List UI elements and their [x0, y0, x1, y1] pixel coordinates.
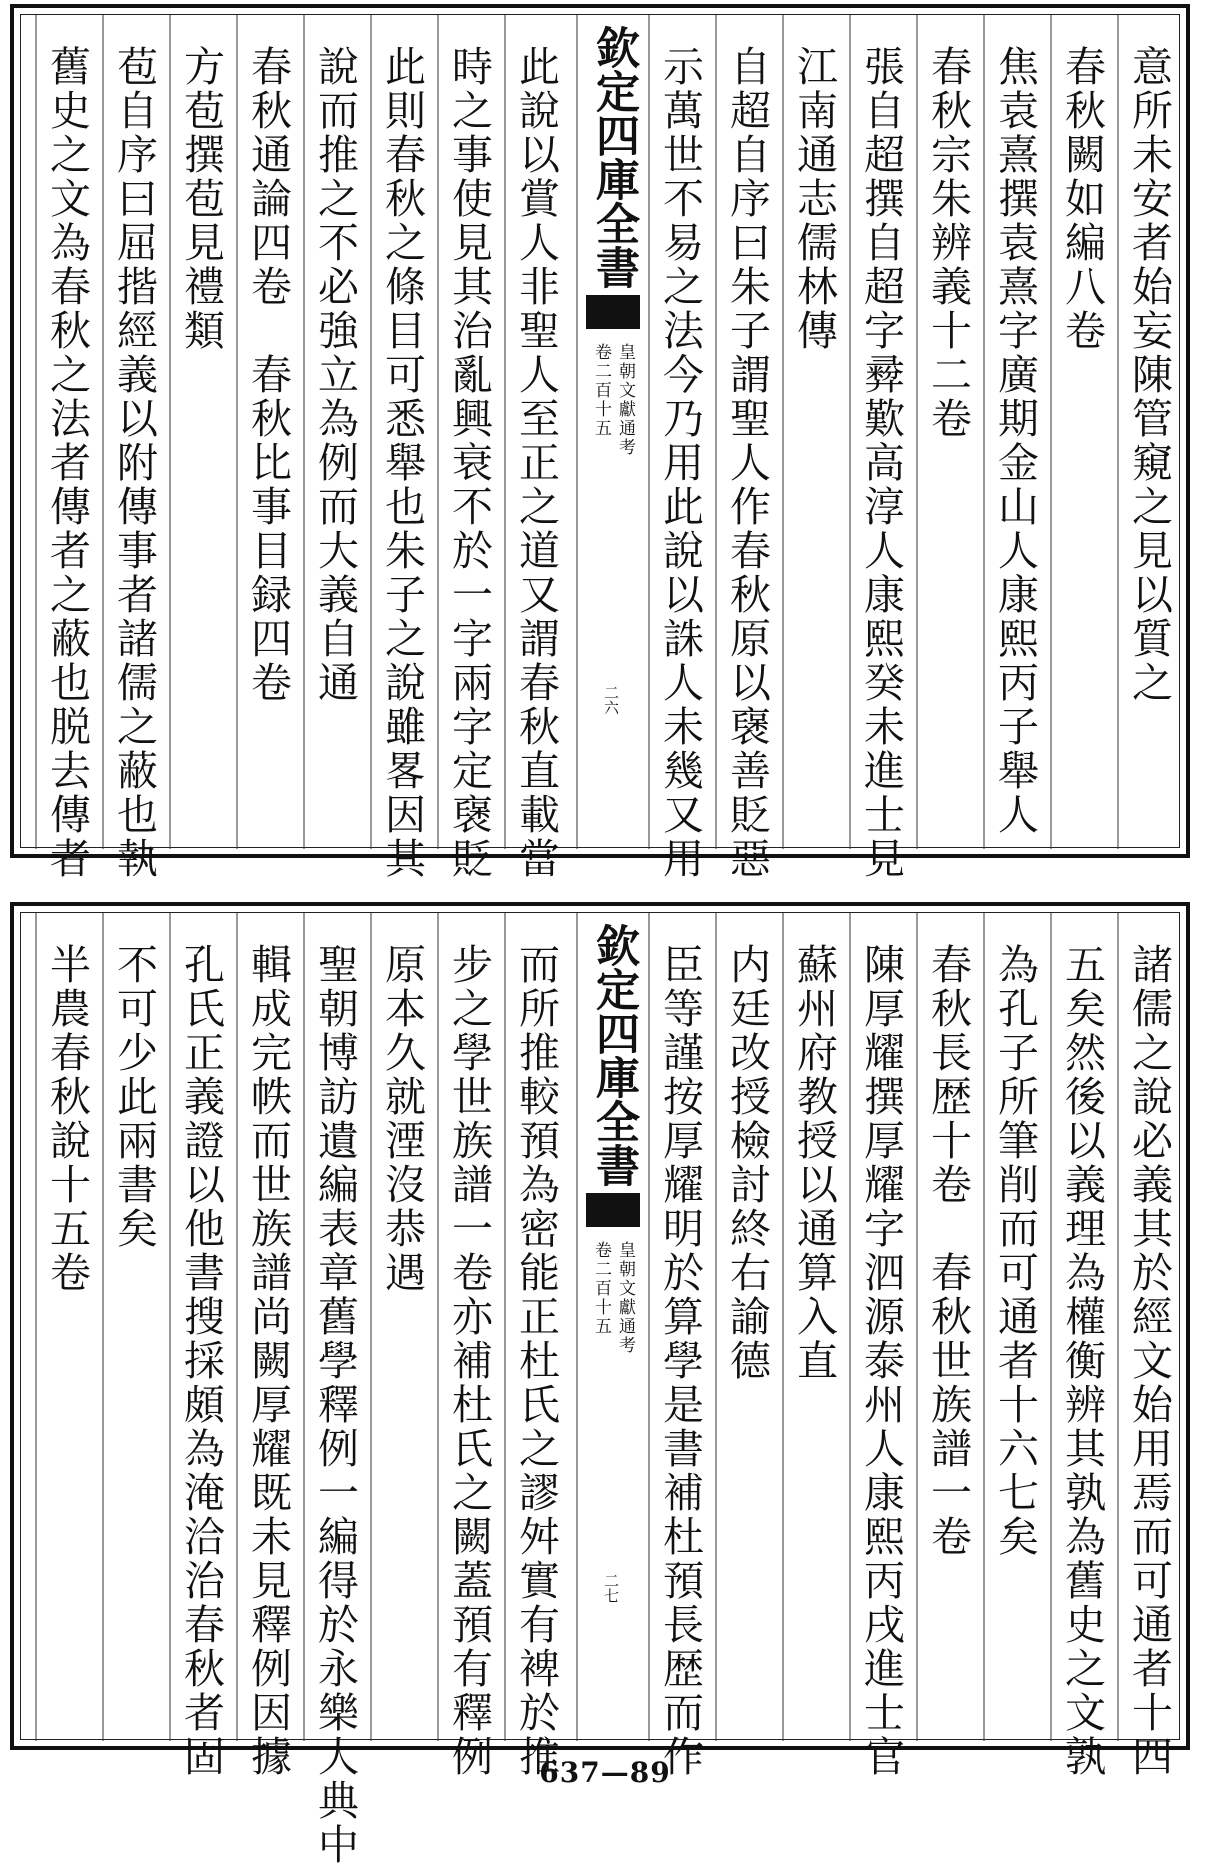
text-column — [506, 943, 566, 1779]
center-gutter — [577, 913, 649, 1739]
column-text: 步之學世族譜一卷亦補杜氏之闕蓋預有釋例 — [445, 943, 493, 1779]
text-column — [918, 45, 978, 441]
book-title: 欽定四庫全書 — [588, 923, 639, 1187]
text-column — [650, 943, 710, 1779]
column-text: 蘇州府教授以通算入直 — [790, 943, 838, 1383]
text-column — [918, 943, 978, 1559]
column-text: 春秋長歴十卷 春秋世族譜一卷 — [924, 943, 972, 1559]
text-column — [1052, 943, 1112, 1779]
text-column — [372, 45, 432, 881]
page-footer-number: 637—89 — [539, 1756, 671, 1789]
gutter-source: 皇朝文獻通考 — [615, 343, 635, 457]
column-text: 自超自序曰朱子謂聖人作春秋原以襃善貶惡 — [723, 45, 771, 881]
column-text: 春秋宗朱辨義十二卷 — [924, 45, 972, 441]
text-column — [506, 45, 566, 881]
fish-tail-mark — [586, 1193, 640, 1227]
column-text: 舊史之文為春秋之法者傳者之蔽也脱去傳者 — [43, 45, 91, 881]
text-column — [717, 45, 777, 881]
text-column — [171, 45, 231, 353]
gutter-volume: 卷二百十五 — [591, 1241, 611, 1336]
center-gutter — [577, 15, 649, 847]
column-text: 諸儒之說必義其於經文始用焉而可通者十四 — [1125, 943, 1173, 1779]
top-page-frame — [20, 14, 1180, 881]
text-column — [305, 943, 365, 1867]
gutter-subtitle — [591, 343, 635, 457]
column-text: 意所未安者始妄陳管窺之見以質之 — [1125, 45, 1173, 705]
text-column — [851, 45, 911, 881]
column-text: 輯成完帙而世族譜尚闕厚耀既未見釋例因據 — [244, 943, 292, 1779]
column-text: 此說以賞人非聖人至正之道又謂春秋直載當 — [512, 45, 560, 881]
text-column — [1052, 45, 1112, 353]
column-text: 春秋闕如編八卷 — [1058, 45, 1106, 353]
top-page — [10, 4, 1190, 881]
page-number: 二七 — [602, 1573, 620, 1603]
gutter-source: 皇朝文獻通考 — [615, 1241, 635, 1355]
text-column — [1119, 943, 1179, 1779]
column-text: 孔氏正義證以他書搜採頗為淹洽治春秋者固 — [177, 943, 225, 1779]
column-text: 此則春秋之條目可悉舉也朱子之說雖畧因其 — [378, 45, 426, 881]
column-text: 方苞撰苞見禮類 — [177, 45, 225, 353]
text-column — [985, 943, 1045, 1559]
fish-tail-mark — [586, 295, 640, 329]
book-title: 欽定四庫全書 — [588, 25, 639, 289]
text-column — [104, 943, 164, 1251]
text-column — [171, 943, 231, 1779]
column-text: 内廷改授檢討終右諭德 — [723, 943, 771, 1383]
text-column — [37, 45, 97, 881]
text-column — [1119, 45, 1179, 705]
column-text: 苞自序曰屈揩經義以附傳事者諸儒之蔽也執 — [110, 45, 158, 881]
text-column — [37, 943, 97, 1295]
text-column — [439, 45, 499, 881]
column-text: 原本久就湮沒恭遇 — [378, 943, 426, 1295]
text-column — [372, 943, 432, 1295]
column-text: 張自超撰自超字彛歎高淳人康熙癸未進士見 — [857, 45, 905, 881]
column-text: 焦袁熹撰袁熹字廣期金山人康熙丙子舉人 — [991, 45, 1039, 837]
column-text: 而所推較預為密能正杜氏之謬舛實有裨於推 — [512, 943, 560, 1779]
text-column — [851, 943, 911, 1779]
column-text: 示萬世不易之法今乃用此說以誅人未幾又用 — [656, 45, 704, 881]
gutter-subtitle — [591, 1241, 635, 1355]
column-text: 為孔子所筆削而可通者十六七矣 — [991, 943, 1039, 1559]
column-text: 陳厚耀撰厚耀字泗源泰州人康熙丙戌進士官 — [857, 943, 905, 1779]
text-column — [784, 45, 844, 353]
column-text: 半農春秋說十五卷 — [43, 943, 91, 1295]
column-text: 時之事使見其治亂興衰不於一字兩字定襃貶 — [445, 45, 493, 881]
text-column — [238, 943, 298, 1779]
text-column — [650, 45, 710, 881]
column-text: 臣等謹按厚耀明於算學是書補杜預長歴而作 — [656, 943, 704, 1779]
text-column — [717, 943, 777, 1383]
text-column — [784, 943, 844, 1383]
text-column — [439, 943, 499, 1779]
column-text: 江南通志儒林傳 — [790, 45, 838, 353]
page-number: 二六 — [602, 685, 620, 715]
column-text: 不可少此兩書矣 — [110, 943, 158, 1251]
column-text: 說而推之不必強立為例而大義自通 — [311, 45, 359, 705]
column-text: 春秋通論四卷 春秋比事目録四卷 — [244, 45, 292, 705]
column-text: 聖朝博訪遺編表章舊學釋例一編得於永樂大典中 — [311, 943, 359, 1867]
text-column — [238, 45, 298, 705]
column-text: 五矣然後以義理為權衡辨其孰為舊史之文孰 — [1058, 943, 1106, 1779]
text-column — [305, 45, 365, 705]
text-column — [985, 45, 1045, 837]
text-column — [104, 45, 164, 881]
gutter-volume: 卷二百十五 — [591, 343, 611, 438]
